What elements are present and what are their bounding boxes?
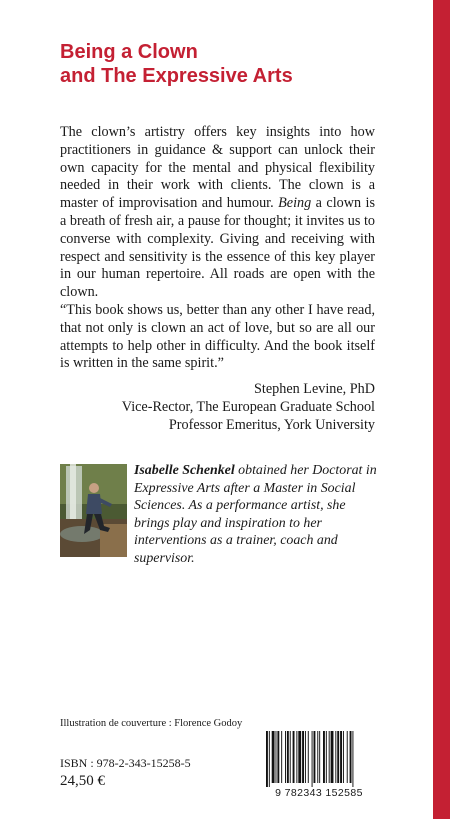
barcode-bar (326, 731, 327, 783)
barcode-bar (343, 731, 344, 783)
blurb-italic-being: Being (278, 195, 312, 212)
barcode-bar (337, 731, 339, 783)
barcode-bar (312, 731, 313, 787)
cover-illustration-credit: Illustration de couverture : Florence Godoy (60, 718, 243, 729)
barcode-bar (352, 731, 353, 787)
barcode-bar (323, 731, 325, 783)
barcode-digits: 9 782343 152585 (262, 787, 376, 800)
title-line-1: Being a Clown (60, 41, 198, 63)
barcode-bar (277, 731, 279, 783)
isbn: ISBN : 978-2-343-15258-5 (60, 756, 191, 770)
title-line-2: and The Expressive Arts (60, 65, 293, 87)
barcode-bar (298, 731, 301, 783)
spine-band (433, 0, 450, 819)
price: 24,50 € (60, 773, 105, 789)
barcode-bar (308, 731, 309, 783)
barcode-bar (290, 731, 291, 783)
blurb-part-1: The clown’s artistry offers key insights into how practitioners in guidance & support can unlock their own capacity for the mental and physical flexibility needed in their work with clients. The clown is a master of improvisation and humour. (60, 124, 375, 212)
book-title (60, 40, 293, 88)
barcode-bar (266, 731, 268, 787)
barcode-bar (314, 731, 316, 783)
endorsement-quote: “This book shows us, better than any other I have read, that not only is clown an act of love, but so are all our attempts to help other in difficulty. And the book itself is written in the same spirit.” (60, 302, 375, 372)
barcode-bar (287, 731, 289, 783)
barcode-bar (317, 731, 318, 783)
barcode-bar (302, 731, 304, 783)
barcode-bar (285, 731, 286, 783)
barcode-bar (350, 731, 352, 783)
author-photo (60, 464, 127, 557)
barcode-bars (262, 731, 376, 787)
barcode-bar (329, 731, 330, 783)
barcode-bar (296, 731, 297, 783)
barcode-bar (340, 731, 342, 783)
blurb-paragraph (60, 124, 375, 302)
attribution-name: Stephen Levine, PhD (254, 381, 375, 397)
barcode-bar (281, 731, 282, 783)
bio-author-name: Isabelle Schenkel (134, 463, 235, 478)
author-photo-image (60, 464, 127, 557)
endorsement-attribution (60, 381, 375, 434)
attribution-role-1: Vice-Rector, The European Graduate School (121, 398, 375, 415)
barcode-bar (347, 731, 348, 783)
barcode-bar (305, 731, 306, 783)
barcode-bar (293, 731, 295, 783)
blurb-part-3: a clown is a breath of fresh air, a pause for thought; it invites us to converse with complexity. Giving and receiving with respect and sensitivity is the essence of this key player in our human repertoire. All roads are open with the clown. (60, 195, 375, 301)
attribution-role-2: Professor Emeritus, York University (168, 416, 375, 433)
barcode-bar (331, 731, 334, 783)
barcode-bar (276, 731, 277, 783)
barcode-bar (335, 731, 336, 783)
bio-text: obtained her Doctorat in Expressive Arts after a Master in Social Sciences. As a performance artist, she brings play and inspiration to her interventions as a trainer, coach and supervisor. (134, 463, 377, 566)
barcode-bar (269, 731, 270, 787)
author-bio (134, 462, 378, 568)
barcode-bar (272, 731, 275, 783)
barcode-bar (319, 731, 320, 783)
